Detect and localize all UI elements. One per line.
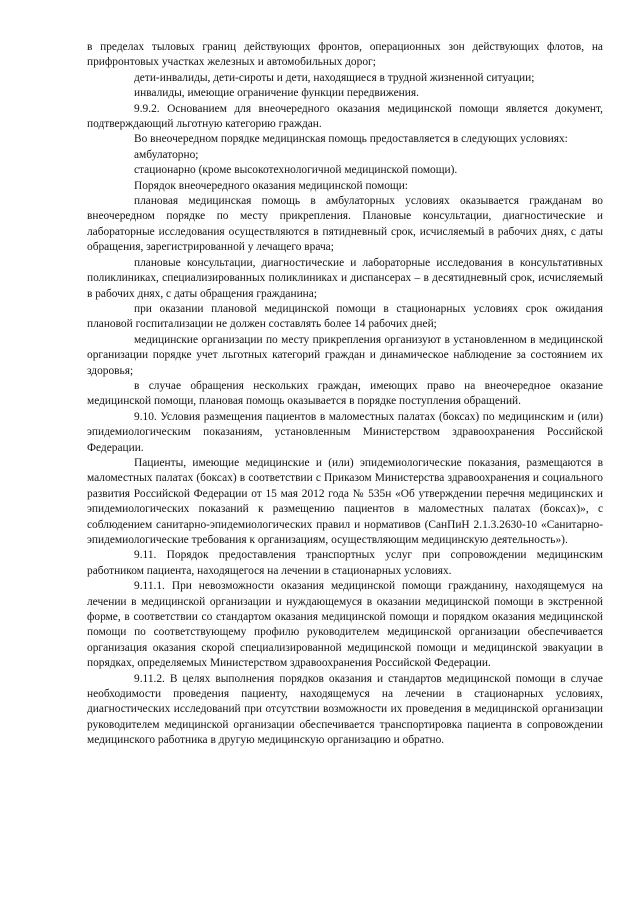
list-item-consultations: плановые консультации, диагностические и лабораторные исследования в консультативных поликлиниках, специализированных поликлиниках и диспансерах – в десятидневный срок, исчисляемый в рабочих днях, с даты обращения гражданина; [87, 256, 603, 300]
clause-9-11: 9.11. Порядок предоставления транспортных услуг при сопровождении медицинским работником пациента, находящегося на лечении в стационарных условиях. [87, 549, 603, 577]
paragraph-continuation: в пределах тыловых границ действующих фронтов, операционных зон действующих флотов, на прифронтовых участках железных и автомобильных дорог; [87, 41, 603, 69]
list-item-outpatient: амбулаторно; [134, 148, 199, 161]
list-item-disabled: инвалиды, имеющие ограничение функции передвижения. [134, 87, 419, 100]
clause-9-10: 9.10. Условия размещения пациентов в маломестных палатах (боксах) по медицинским и (или) эпидемиологическим показаниям, установленным Министерством здравоохранения Российской Федерации. [87, 410, 603, 454]
list-item-inpatient: стационарно (кроме высокотехнологичной медицинской помощи). [134, 164, 458, 177]
list-item-children: дети-инвалиды, дети-сироты и дети, находящиеся в трудной жизненной ситуации; [134, 71, 535, 84]
paragraph-conditions-intro: Во внеочередном порядке медицинская помощь предоставляется в следующих условиях: [134, 133, 568, 146]
list-item-multiple-requests: в случае обращения нескольких граждан, имеющих право на внеочередное оказание медицинской помощи, плановая помощь оказывается в порядке поступления обращений. [87, 379, 603, 408]
clause-9-9-2: 9.9.2. Основанием для внеочередного оказания медицинской помощи является документ, подтверждающий льготную категорию граждан. [87, 102, 603, 131]
paragraph-boxes: Пациенты, имеющие медицинские и (или) эпидемиологические показания, размещаются в маломестных палатах (боксах) в соответствии с Приказом Министерства здравоохранения и социального развития Российской Федерации от 15 мая 2012 года № 535н «Об утверждении перечня медицинских и эпидемиологических показаний к размещению пациентов в маломестных палатах (боксах)», с соблюдением санитарно-эпидемиологических правил и нормативов (СанПиН 2.1.3.2630-10 «Санитарно-эпидемиологические требования к организациям, осуществляющим медицинскую деятельность»). [87, 456, 603, 546]
paragraph-procedure-intro: Порядок внеочередного оказания медицинской помощи: [134, 179, 408, 192]
list-item-planned-outpatient: плановая медицинская помощь в амбулаторных условиях оказывается гражданам во внеочередном порядке по месту прикрепления. Плановые консультации, диагностические и лабораторные исследования осуществляются в пятидневный срок, исчисляемый в рабочих днях, с даты обращения, зарегистрированной у лечащего врача; [87, 195, 603, 254]
document-page [87, 40, 603, 749]
list-item-registration: медицинские организации по месту прикрепления организуют в установленном в медицинской организации порядке учет льготных категорий граждан и динамическое наблюдение за состоянием их здоровья; [87, 333, 603, 377]
clause-9-11-1: 9.11.1. При невозможности оказания медицинской помощи гражданину, находящемуся на лечении в медицинской организации и нуждающемуся в оказании медицинской помощи в экстренной форме, в соответствии со стандартом оказания медицинской помощи и порядком оказания медицинской помощи по соответствующему профилю руководителем медицинской организации обеспечивается организация оказания скорой специализированной медицинской помощи и медицинской эвакуации в порядках, определяемых Министерством здравоохранения Российской Федерации. [87, 580, 603, 670]
list-item-hospitalization: при оказании плановой медицинской помощи в стационарных условиях срок ожидания плановой госпитализации не должен составлять более 14 рабочих дней; [87, 302, 603, 331]
clause-9-11-2: 9.11.2. В целях выполнения порядков оказания и стандартов медицинской помощи в случае необходимости проведения пациенту, находящемуся на лечении в стационарных условиях, диагностических исследований при отсутствии возможности их проведения в медицинской организации руководителем медицинской организации обеспечивается транспортировка пациента в сопровождении медицинского работника в другую медицинскую организацию и обратно. [87, 672, 603, 747]
